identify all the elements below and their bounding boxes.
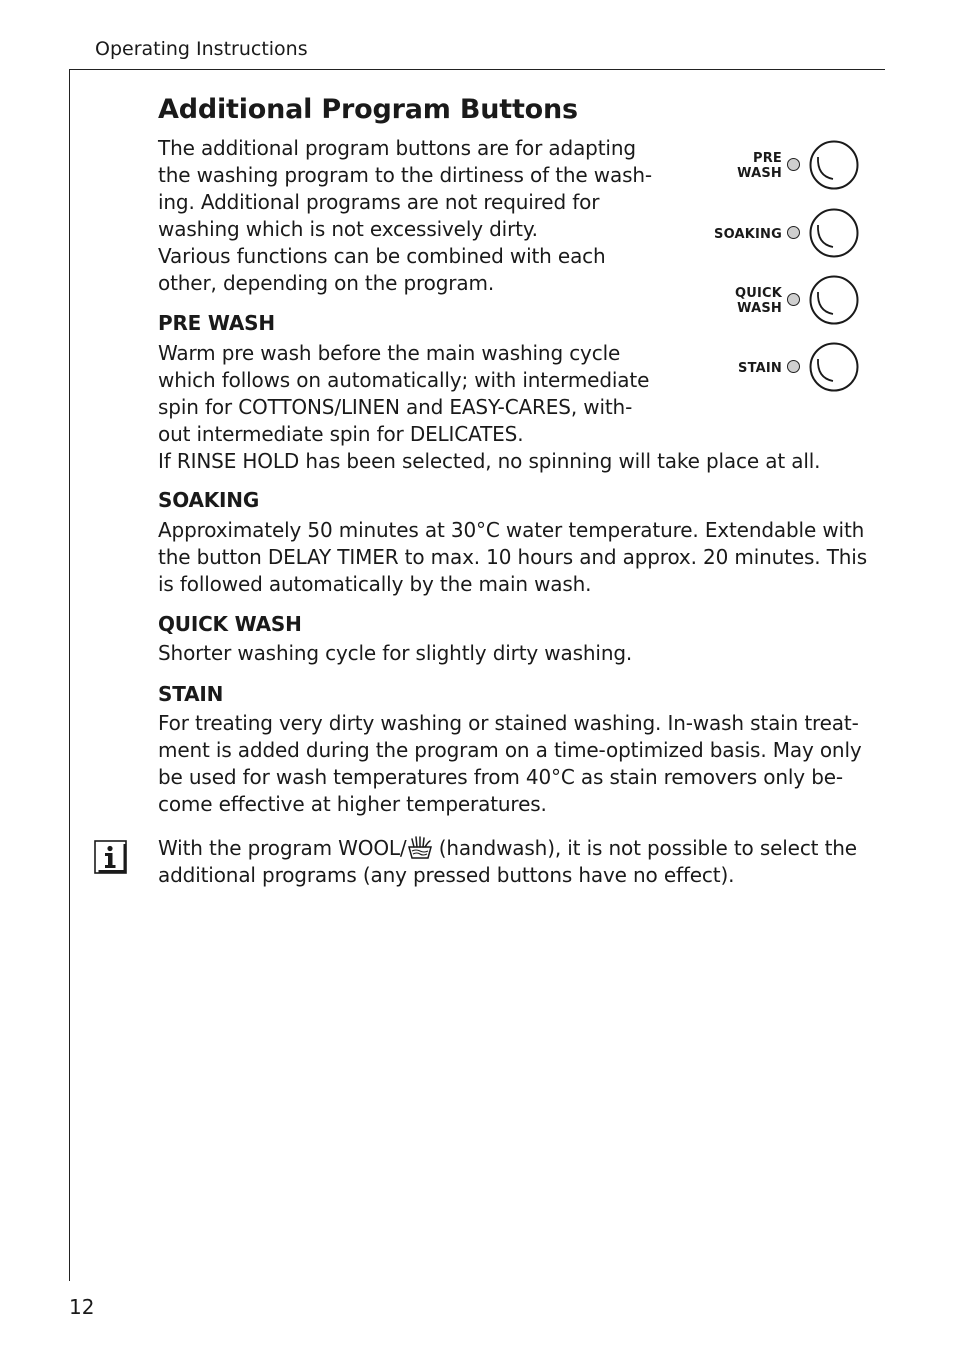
note-text-start: With the program WOOL/ <box>158 836 407 860</box>
label-line-1: STAIN <box>738 360 782 376</box>
heading-soaking: SOAKING <box>158 488 260 512</box>
note-text-end: (handwash), it is not possible to select the <box>432 836 857 860</box>
label-line-1: PRE <box>752 151 782 166</box>
label-line-1: SOAKING <box>714 226 782 242</box>
header-rule <box>69 69 885 70</box>
heading-stain: STAIN <box>158 682 224 706</box>
margin-rule <box>69 69 70 1281</box>
info-icon <box>94 840 127 874</box>
panel-button-label <box>714 206 782 262</box>
heading-pre-wash: PRE WASH <box>158 311 275 335</box>
panel-button-soaking <box>690 206 870 262</box>
intro-paragraph: The additional program buttons are for adapting the washing program to the dirtiness of the wash- ing. Additional programs are not required for washing which is not excessively dirty. Various functions can be combined with each other, depending on the program. <box>158 136 652 295</box>
label-line-2: WASH <box>737 301 782 316</box>
indicator-light-icon <box>787 226 800 239</box>
indicator-light-icon <box>787 293 800 306</box>
note-text-line-2: additional programs (any pressed buttons have no effect). <box>158 863 735 887</box>
push-button-icon <box>809 275 859 325</box>
panel-button-quick-wash <box>690 273 870 329</box>
panel-button-label <box>737 138 782 194</box>
label-line-1: QUICK <box>734 286 782 301</box>
page-number: 12 <box>69 1295 95 1319</box>
quick-wash-paragraph: Shorter washing cycle for slightly dirty washing. <box>158 641 633 665</box>
panel-button-label <box>735 273 782 329</box>
label-line-2: WASH <box>737 166 782 181</box>
indicator-light-icon <box>787 158 800 171</box>
heading-quick-wash: QUICK WASH <box>158 612 302 636</box>
panel-button-pre-wash <box>690 138 870 194</box>
push-button-icon <box>809 140 859 190</box>
handwash-icon <box>407 835 433 859</box>
pre-wash-paragraph: Warm pre wash before the main washing cycle which follows on automatically; with intermediate spin for COTTONS/LINEN and EASY-CARES, with- out intermediate spin for DELICATES. If RINSE HOLD has been selected, no spinning will take place at all. <box>158 341 821 473</box>
note-paragraph <box>158 835 857 889</box>
page-title: Additional Program Buttons <box>158 94 578 125</box>
soaking-paragraph: Approximately 50 minutes at 30°C water temperature. Extendable with the button DELAY TIMER to max. 10 hours and approx. 20 minutes. This is followed automatically by the main wash. <box>158 518 867 596</box>
header-section-title: Operating Instructions <box>95 38 308 60</box>
push-button-icon <box>809 208 859 258</box>
stain-paragraph: For treating very dirty washing or stained washing. In-wash stain treat- ment is added during the program on a time-optimized basis. May only be used for wash temperatures from 40°C as stain removers only be- come effective at higher temperatures. <box>158 711 862 816</box>
